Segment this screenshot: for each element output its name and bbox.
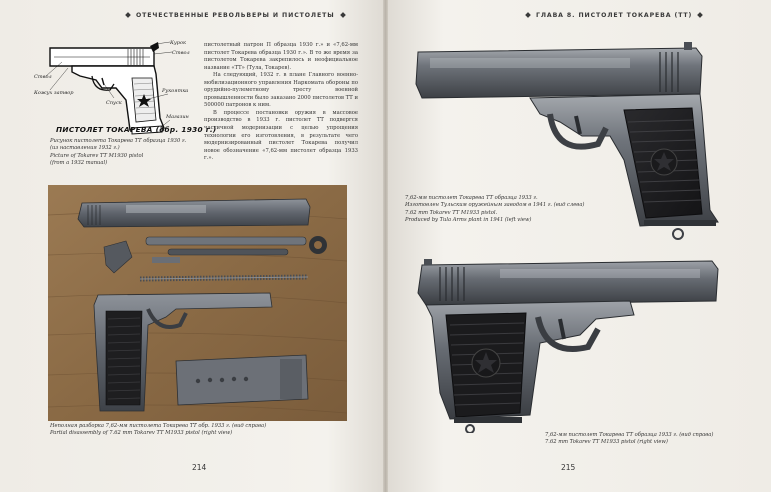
drawing-label-kurok: Курок bbox=[170, 40, 186, 46]
caption-line: Produced by Tula Arms plant in 1941 (left view) bbox=[405, 217, 532, 224]
caption-line: (from a 1932 manual) bbox=[50, 160, 108, 167]
caption-line: Рисунок пистолета Токарева ТТ образца 1930 г. bbox=[50, 138, 187, 144]
left-page-number: 214 bbox=[192, 463, 207, 472]
body-paragraph: В процессе постановки оружия в массовое производство в 1933 г. пистолет ТТ подвергся частичной модернизации с целью упрощения технологии его изготовления, в результате чего модернизированный пистолет Токарева получил новое обозначение «7,62-мм пистолет образца 1933 г.». bbox=[204, 109, 358, 162]
pistol-right-caption bbox=[545, 432, 713, 447]
pistol-right-view-illustration bbox=[410, 253, 730, 433]
body-text bbox=[204, 42, 358, 163]
drawing-label-kozhukh: Кожух затвор bbox=[34, 90, 74, 96]
caption-line: (из наставления 1932 г.) bbox=[50, 145, 120, 152]
caption-line: 7,62-мм пистолет Токарева ТТ образца 1933 г. (вид справа) bbox=[545, 432, 714, 438]
photo-caption bbox=[50, 423, 266, 438]
drawing-label-stvol-top: Ствол bbox=[172, 50, 190, 56]
drawing-label-rukoyat: Рукоятка bbox=[162, 88, 189, 94]
caption-line: Partial disassembly of 7.62 mm Tokarev TT M1933 pistol (right view) bbox=[50, 430, 233, 437]
book-gutter bbox=[383, 0, 388, 492]
disassembly-photo bbox=[48, 185, 347, 421]
diamond-icon bbox=[697, 12, 703, 18]
pistol-photo-right-view bbox=[410, 253, 730, 433]
drawing-caption bbox=[50, 138, 186, 168]
diamond-icon bbox=[525, 12, 531, 18]
caption-line: Изготовлен Тульским оружейным заводом в 1941 г. (вид слева) bbox=[405, 202, 585, 209]
drawing-label-spusk: Спуск bbox=[106, 100, 122, 106]
drawing-label-stvol: Ствол bbox=[34, 74, 52, 80]
caption-line: 7,62-мм пистолет Токарева ТТ образца 1933 г. bbox=[405, 195, 538, 201]
body-paragraph: На следующий, 1932 г. в плане Главного военно-мобилизационного управления Наркомата обороны по орудийно-пулеметному тресту военной промышленности было заказано 2000 пистолетов ТТ и 500000 патронов к ним. bbox=[204, 72, 358, 109]
drawing-label-magazin: Магазин bbox=[166, 114, 189, 120]
body-paragraph: пистолетный патрон П образца 1930 г.» и «7,62-мм пистолет Токарева образца 1930 г.». В то же время за пистолетом Токарева закрепилось и неофициальное название «ТТ» (Тула, Токарев). bbox=[204, 42, 358, 71]
right-running-head: ГЛАВА 8. ПИСТОЛЕТ ТОКАРЕВА (ТТ) bbox=[520, 12, 708, 19]
caption-line: 7.62 mm Tokarev TT M1933 pistol. bbox=[405, 209, 498, 216]
caption-line: 7.62 mm Tokarev TT M1933 pistol (right view) bbox=[545, 439, 668, 446]
right-page-number: 215 bbox=[561, 463, 576, 472]
disassembly-photo-illustration bbox=[48, 185, 347, 421]
left-running-head: ОТЕЧЕСТВЕННЫЕ РЕВОЛЬВЕРЫ И ПИСТОЛЕТЫ bbox=[120, 12, 351, 19]
pistol-left-caption bbox=[405, 195, 584, 225]
caption-line: Неполная разборка 7,62-мм пистолета Токарева ТТ обр. 1933 г. (вид справа) bbox=[50, 423, 267, 429]
diamond-icon bbox=[340, 12, 346, 18]
drawing-title: ПИСТОЛЕТ ТОКАРЕВА (обр. 1930 г.) bbox=[56, 125, 217, 134]
diamond-icon bbox=[125, 12, 131, 18]
caption-line: Picture of Tokarev TT M1930 pistol bbox=[50, 152, 144, 159]
